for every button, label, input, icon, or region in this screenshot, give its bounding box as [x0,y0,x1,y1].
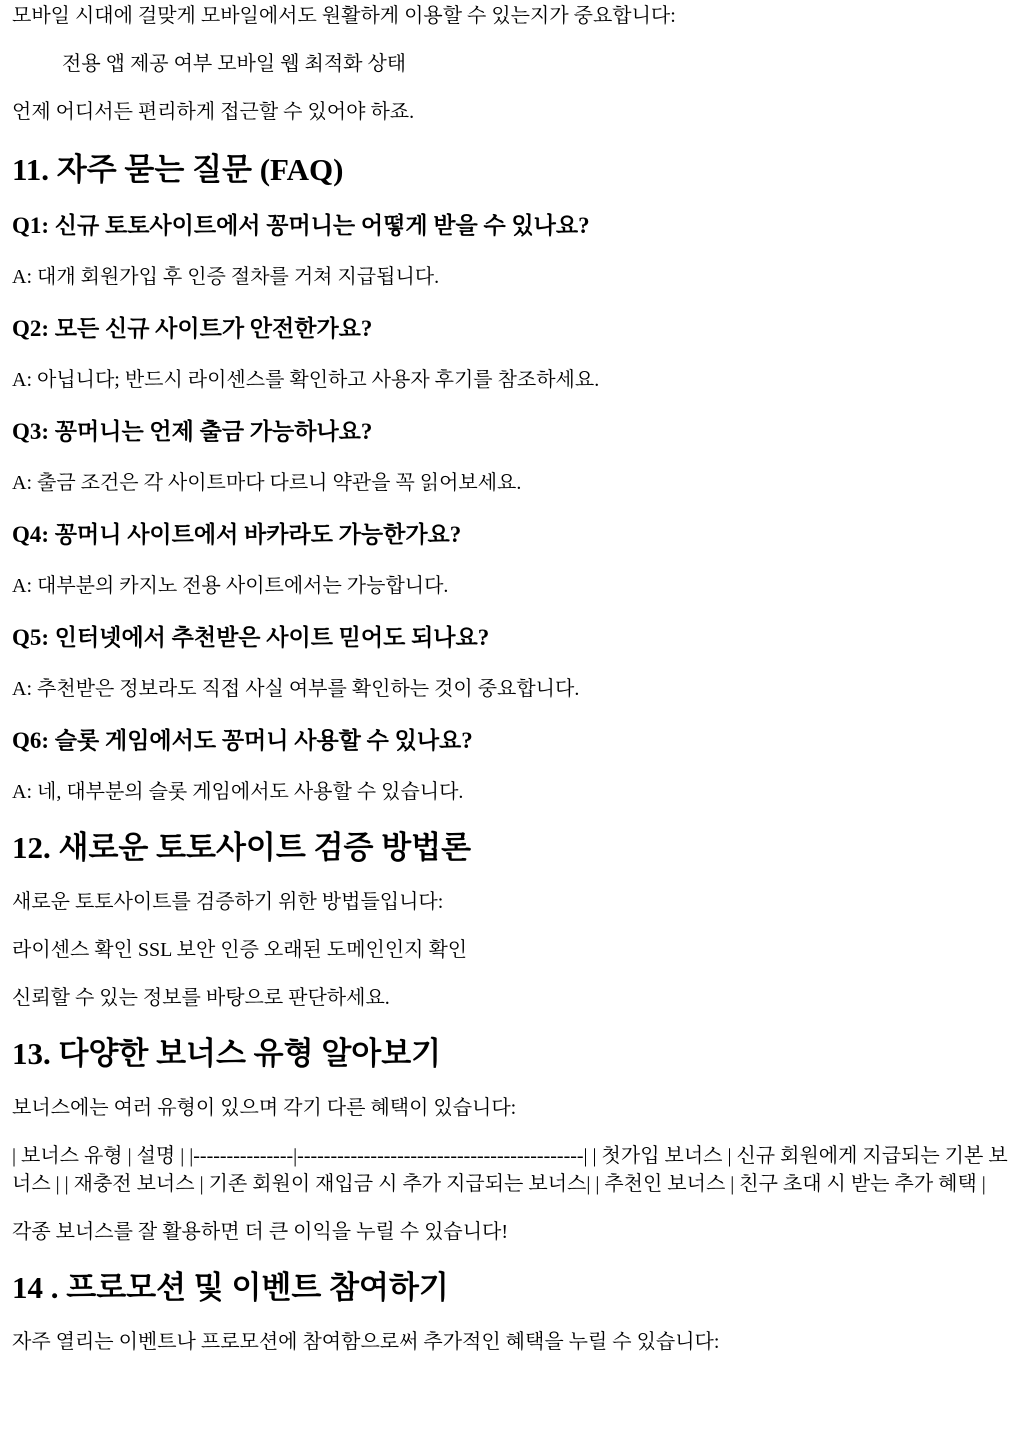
bonus-table: | 보너스 유형 | 설명 | |---------------|-------------------------------------------| | 첫가입 보너스 | 신규 회원에게 지급되는 기본 보너스 | | 재충전 보너스 | 기존 회원이 재입금 시 추가 지급되는 보너스| | 추천인 보너스 | 친구 초대 시 받는 추가 혜택 | [12,1145,1008,1195]
mobile-paragraph: 모바일 시대에 걸맞게 모바일에서도 원활하게 이용할 수 있는지가 중요합니다: [12,5,676,27]
faq-answer: A: 대부분의 카지노 전용 사이트에서는 가능합니다. [12,575,449,597]
mobile-list: 전용 앱 제공 여부 모바일 웹 최적화 상태 [62,53,407,75]
faq-question: Q3: 꽁머니는 언제 출금 가능하나요? [12,419,373,444]
bonus-closing: 각종 보너스를 잘 활용하면 더 큰 이익을 누릴 수 있습니다! [12,1221,509,1243]
faq-answer: A: 추천받은 정보라도 직접 사실 여부를 확인하는 것이 중요합니다. [12,678,580,700]
verify-list: 라이센스 확인 SSL 보안 인증 오래된 도메인인지 확인 [12,939,468,961]
promo-heading: 14 . 프로모션 및 이벤트 참여하기 [12,1270,449,1305]
verify-closing: 신뢰할 수 있는 정보를 바탕으로 판단하세요. [12,987,390,1009]
faq-question: Q1: 신규 토토사이트에서 꽁머니는 어떻게 받을 수 있나요? [12,213,590,238]
faq-question: Q4: 꽁머니 사이트에서 바카라도 가능한가요? [12,522,462,547]
mobile-closing: 언제 어디서든 편리하게 접근할 수 있어야 하죠. [12,101,415,123]
article-content [12,0,1012,1356]
faq-heading: 11. 자주 묻는 질문 (FAQ) [12,152,344,187]
faq-question: Q6: 슬롯 게임에서도 꽁머니 사용할 수 있나요? [12,728,473,753]
bonus-heading: 13. 다양한 보너스 유형 알아보기 [12,1036,442,1071]
verify-intro: 새로운 토토사이트를 검증하기 위한 방법들입니다: [12,891,444,913]
bonus-intro: 보너스에는 여러 유형이 있으며 각기 다른 혜택이 있습니다: [12,1097,517,1119]
faq-question: Q5: 인터넷에서 추천받은 사이트 믿어도 되나요? [12,625,490,650]
faq-answer: A: 아닙니다; 반드시 라이센스를 확인하고 사용자 후기를 참조하세요. [12,369,600,391]
faq-question: Q2: 모든 신규 사이트가 안전한가요? [12,316,373,341]
faq-answer: A: 출금 조건은 각 사이트마다 다르니 약관을 꼭 읽어보세요. [12,472,522,494]
faq-answer: A: 대개 회원가입 후 인증 절차를 거쳐 지급됩니다. [12,266,440,288]
promo-intro: 자주 열리는 이벤트나 프로모션에 참여함으로써 추가적인 혜택을 누릴 수 있습니다: [12,1331,720,1353]
faq-answer: A: 네, 대부분의 슬롯 게임에서도 사용할 수 있습니다. [12,781,464,803]
verify-heading: 12. 새로운 토토사이트 검증 방법론 [12,830,472,865]
